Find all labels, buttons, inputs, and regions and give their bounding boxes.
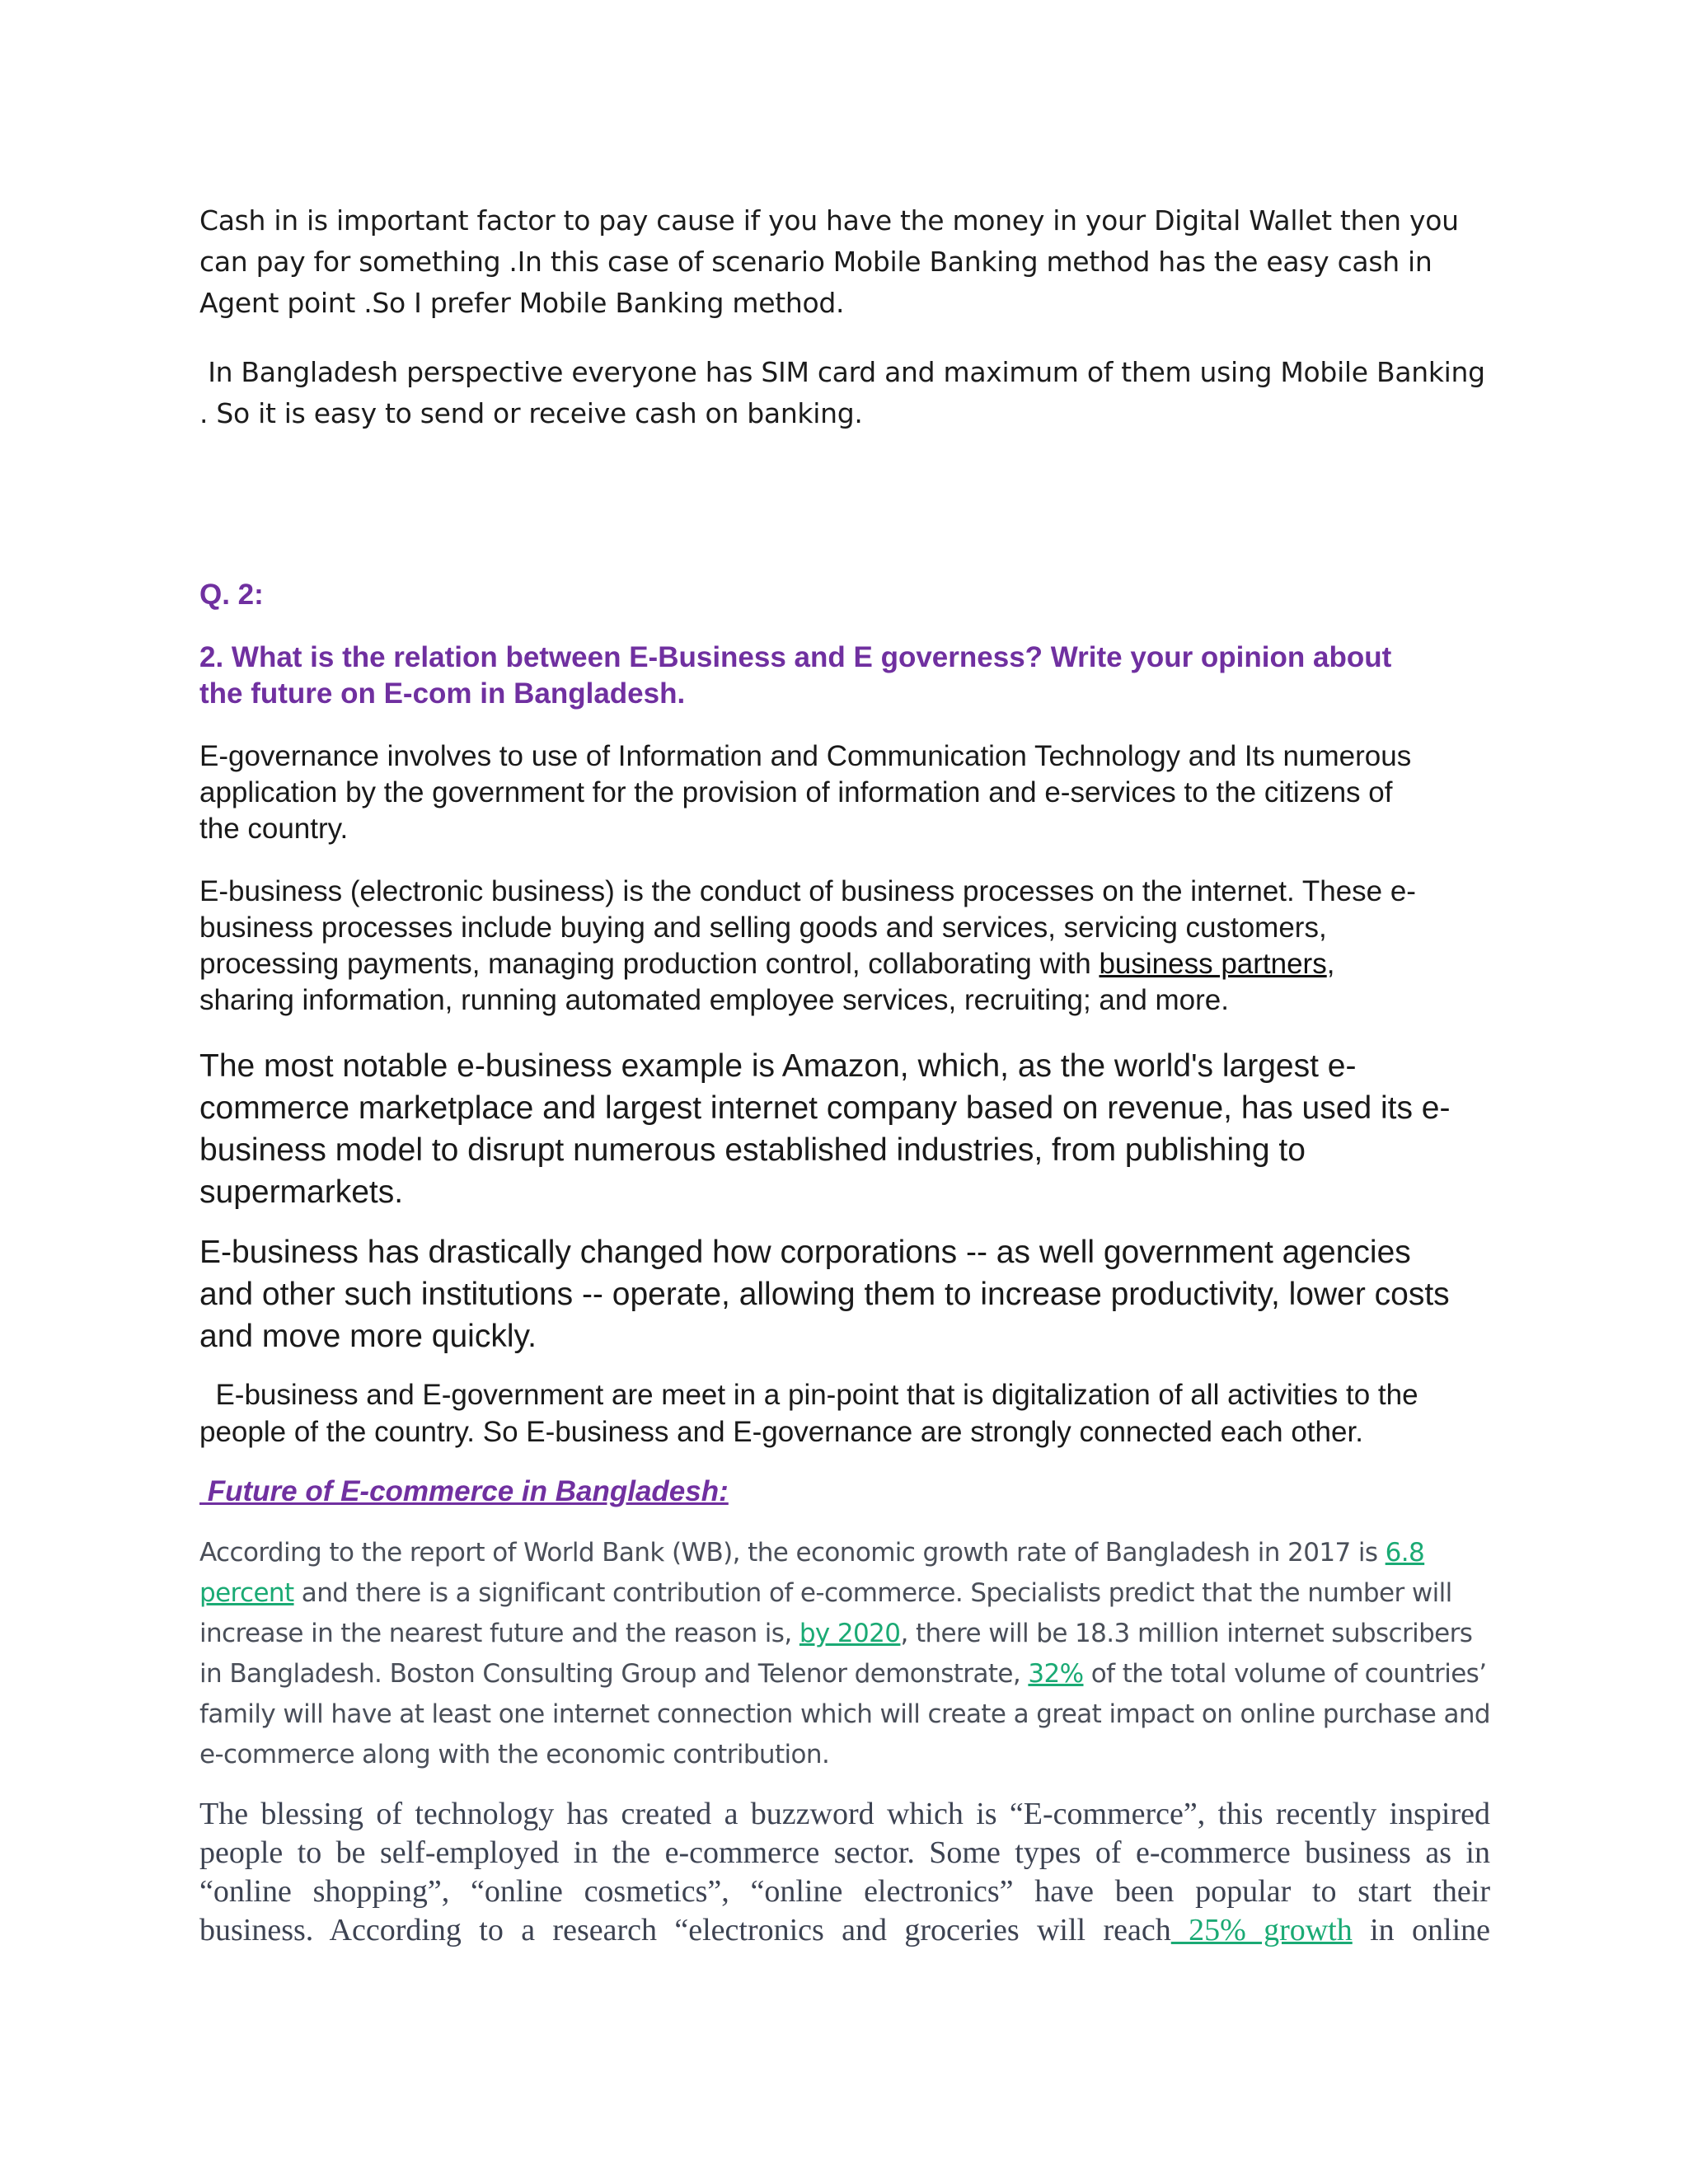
- text-line: The blessing of technology has created a buzzword which is “E-commerce”, this recently inspired: [199, 1797, 1490, 1831]
- text-span: increase in the nearest future and the reason is,: [199, 1619, 799, 1648]
- text-line: business processes include buying and selling goods and services, servicing customers,: [199, 912, 1327, 944]
- text-span: of the total volume of countries’: [1083, 1659, 1487, 1689]
- growth-rate-link[interactable]: 6.8: [1385, 1538, 1425, 1568]
- text-line: [199, 1911, 1490, 1950]
- text-line: business model to disrupt numerous established industries, from publishing to: [199, 1132, 1306, 1168]
- paragraph-bangladesh-perspective: [199, 352, 1485, 434]
- text-span: , there will be 18.3 million internet subscribers: [900, 1619, 1473, 1648]
- paragraph-drastic-change: [199, 1231, 1450, 1357]
- text-span: in Bangladesh. Boston Consulting Group and Telenor demonstrate,: [199, 1659, 1029, 1689]
- paragraph-amazon: [199, 1045, 1450, 1213]
- text-line: Cash in is important factor to pay cause if you have the money in your Digital Wallet then you: [199, 204, 1459, 237]
- text-line: . So it is easy to send or receive cash on banking.: [199, 397, 863, 429]
- text-line: E-business has drastically changed how corporations -- as well government agencies: [199, 1235, 1411, 1270]
- text-line: people to be self-employed in the e-commerce sector. Some types of e-commerce business as in: [199, 1835, 1490, 1870]
- text-line: and move more quickly.: [199, 1319, 537, 1354]
- text-line: application by the government for the provision of information and e-services to the citizens of: [199, 776, 1393, 808]
- future-ecommerce-heading: Future of E-commerce in Bangladesh:: [199, 1475, 729, 1507]
- text-span: processing payments, managing production control, collaborating with: [199, 948, 1100, 980]
- text-line: [199, 1654, 1490, 1694]
- text-span: in online: [1352, 1913, 1491, 1947]
- text-line: Agent point .So I prefer Mobile Banking method.: [199, 287, 845, 319]
- text-line: [199, 946, 1416, 982]
- text-line: The most notable e-business example is Amazon, which, as the world's largest e-: [199, 1048, 1357, 1084]
- text-line: “online shopping”, “online cosmetics”, “online electronics” have been popular to start their: [199, 1874, 1490, 1909]
- text-line: family will have at least one internet connection which will create a great impact on online purchase and: [199, 1699, 1490, 1729]
- 25-percent-growth-link[interactable]: 25% growth: [1170, 1913, 1353, 1947]
- text-line: In Bangladesh perspective everyone has SIM card and maximum of them using Mobile Banking: [199, 356, 1485, 388]
- 32-percent-link[interactable]: 32%: [1028, 1659, 1084, 1689]
- text-span: business. According to a research “electronics and groceries will reach: [199, 1913, 1171, 1947]
- paragraph-egovernance: [199, 738, 1411, 847]
- text-line: [199, 1533, 1490, 1573]
- text-line: sharing information, running automated employee services, recruiting; and more.: [199, 984, 1229, 1016]
- text-line: E-governance involves to use of Information and Communication Technology and Its numerous: [199, 740, 1412, 772]
- text-line: supermarkets.: [199, 1174, 404, 1210]
- percent-link[interactable]: percent: [199, 1578, 294, 1608]
- text-line: [199, 1573, 1490, 1614]
- text-line: commerce marketplace and largest internet company based on revenue, has used its e-: [199, 1090, 1451, 1126]
- business-partners-link[interactable]: business partners: [1099, 948, 1327, 980]
- paragraph-blessing: [199, 1795, 1490, 1950]
- text-line: e-commerce along with the economic contribution.: [199, 1740, 830, 1769]
- text-line: can pay for something .In this case of scenario Mobile Banking method has the easy cash in: [199, 246, 1432, 278]
- text-line: the country.: [199, 813, 349, 845]
- paragraph-cash-in: [199, 200, 1459, 324]
- text-line: 2. What is the relation between E-Business and E governess? Write your opinion about: [199, 641, 1392, 673]
- text-line: [199, 1614, 1490, 1654]
- text-line: E-business and E-government are meet in a pin-point that is digitalization of all activities to the: [199, 1379, 1418, 1411]
- question-heading: [199, 640, 1391, 712]
- paragraph-pinpoint: [199, 1376, 1418, 1451]
- paragraph-ebusiness: [199, 874, 1416, 1019]
- question-label: Q. 2:: [199, 579, 264, 611]
- by-2020-link[interactable]: by 2020: [799, 1619, 901, 1648]
- text-line: the future on E-com in Bangladesh.: [199, 677, 686, 710]
- paragraph-world-bank: [199, 1533, 1490, 1775]
- text-span: ,: [1326, 948, 1335, 980]
- text-span: According to the report of World Bank (WB), the economic growth rate of Bangladesh in 2017 is: [199, 1538, 1386, 1568]
- text-line: E-business (electronic business) is the conduct of business processes on the internet. These e-: [199, 875, 1416, 907]
- text-line: and other such institutions -- operate, allowing them to increase productivity, lower costs: [199, 1277, 1450, 1312]
- text-line: people of the country. So E-business and E-governance are strongly connected each other.: [199, 1416, 1363, 1448]
- text-span: and there is a significant contribution of e-commerce. Specialists predict that the number will: [293, 1578, 1452, 1608]
